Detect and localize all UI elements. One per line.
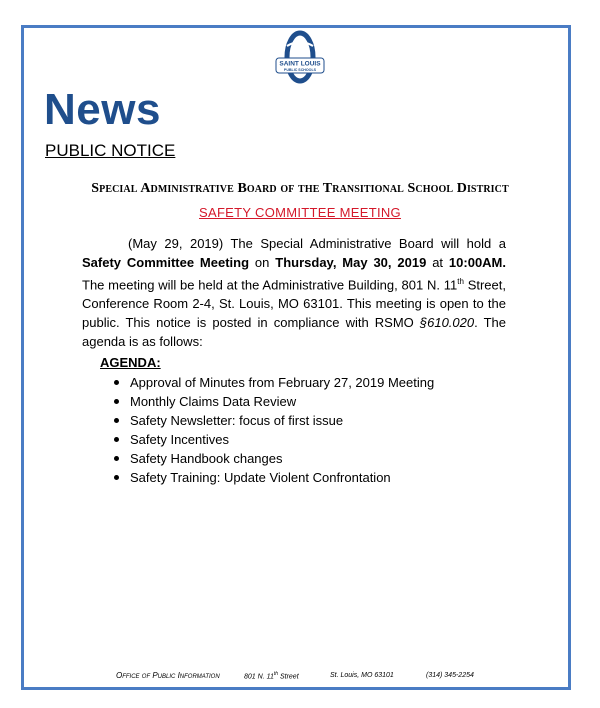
para-text-2: on bbox=[249, 255, 276, 270]
logo-line-1: SAINT LOUIS bbox=[279, 60, 321, 68]
para-bold-meeting: Safety Committee Meeting bbox=[82, 255, 250, 270]
footer-street-name: Street bbox=[278, 673, 299, 681]
news-title: News bbox=[44, 85, 161, 134]
footer-street-number: 801 N. 11 bbox=[244, 673, 274, 681]
agenda-item bbox=[112, 373, 434, 392]
footer-office: Office of Public Information bbox=[116, 671, 220, 680]
bullet-icon bbox=[114, 418, 119, 423]
agenda-item bbox=[112, 392, 434, 411]
board-heading: Special Administrative Board of the Transitional School District bbox=[91, 181, 509, 196]
agenda-item bbox=[112, 468, 434, 487]
bullet-icon bbox=[114, 475, 119, 480]
agenda-item-text: Safety Handbook changes bbox=[130, 451, 283, 466]
footer-street bbox=[244, 672, 299, 680]
para-statute: §610.020 bbox=[419, 315, 475, 331]
saint-louis-public-schools-logo bbox=[273, 30, 327, 86]
agenda-list bbox=[112, 373, 434, 487]
footer-street-sup: th bbox=[273, 671, 279, 677]
public-notice-heading: PUBLIC NOTICE bbox=[45, 141, 176, 160]
para-bold-date: Thursday, May 30, 2019 bbox=[275, 255, 427, 270]
meeting-title: SAFETY COMMITTEE MEETING bbox=[199, 205, 401, 220]
para-text-5: Street, Conference Room 2-4, St. Louis, MO 63101. This meeting is open to the public. This notice is posted in compliance with RSMO bbox=[82, 277, 506, 331]
footer-phone: (314) 345-2254 bbox=[426, 672, 474, 679]
agenda-item-text: Safety Training: Update Violent Confrontation bbox=[130, 470, 391, 485]
notice-paragraph bbox=[82, 234, 506, 351]
agenda-item-text: Safety Newsletter: focus of first issue bbox=[130, 413, 344, 428]
para-text-3: at bbox=[426, 255, 449, 270]
bullet-icon bbox=[114, 456, 119, 461]
para-superscript: th bbox=[457, 277, 464, 286]
para-text-6: . The agenda is as follows: bbox=[82, 315, 507, 350]
agenda-item-text: Safety Incentives bbox=[130, 432, 229, 447]
para-bold-time: 10:00AM. bbox=[448, 255, 506, 270]
para-text-4: The meeting will be held at the Administrative Building, 801 N. 11 bbox=[82, 277, 458, 293]
footer-city: St. Louis, MO 63101 bbox=[330, 672, 394, 679]
logo-line-2: PUBLIC SCHOOLS bbox=[283, 68, 317, 72]
agenda-item-text: Approval of Minutes from February 27, 2019 Meeting bbox=[130, 375, 435, 390]
agenda-item-text: Monthly Claims Data Review bbox=[130, 394, 297, 409]
agenda-item bbox=[112, 430, 434, 449]
bullet-icon bbox=[114, 437, 119, 442]
para-text-1: (May 29, 2019) The Special Administrative Board will hold a bbox=[128, 236, 506, 251]
agenda-item bbox=[112, 411, 434, 430]
agenda-heading: AGENDA: bbox=[100, 355, 161, 370]
bullet-icon bbox=[114, 399, 119, 404]
bullet-icon bbox=[114, 380, 119, 385]
agenda-item bbox=[112, 449, 434, 468]
